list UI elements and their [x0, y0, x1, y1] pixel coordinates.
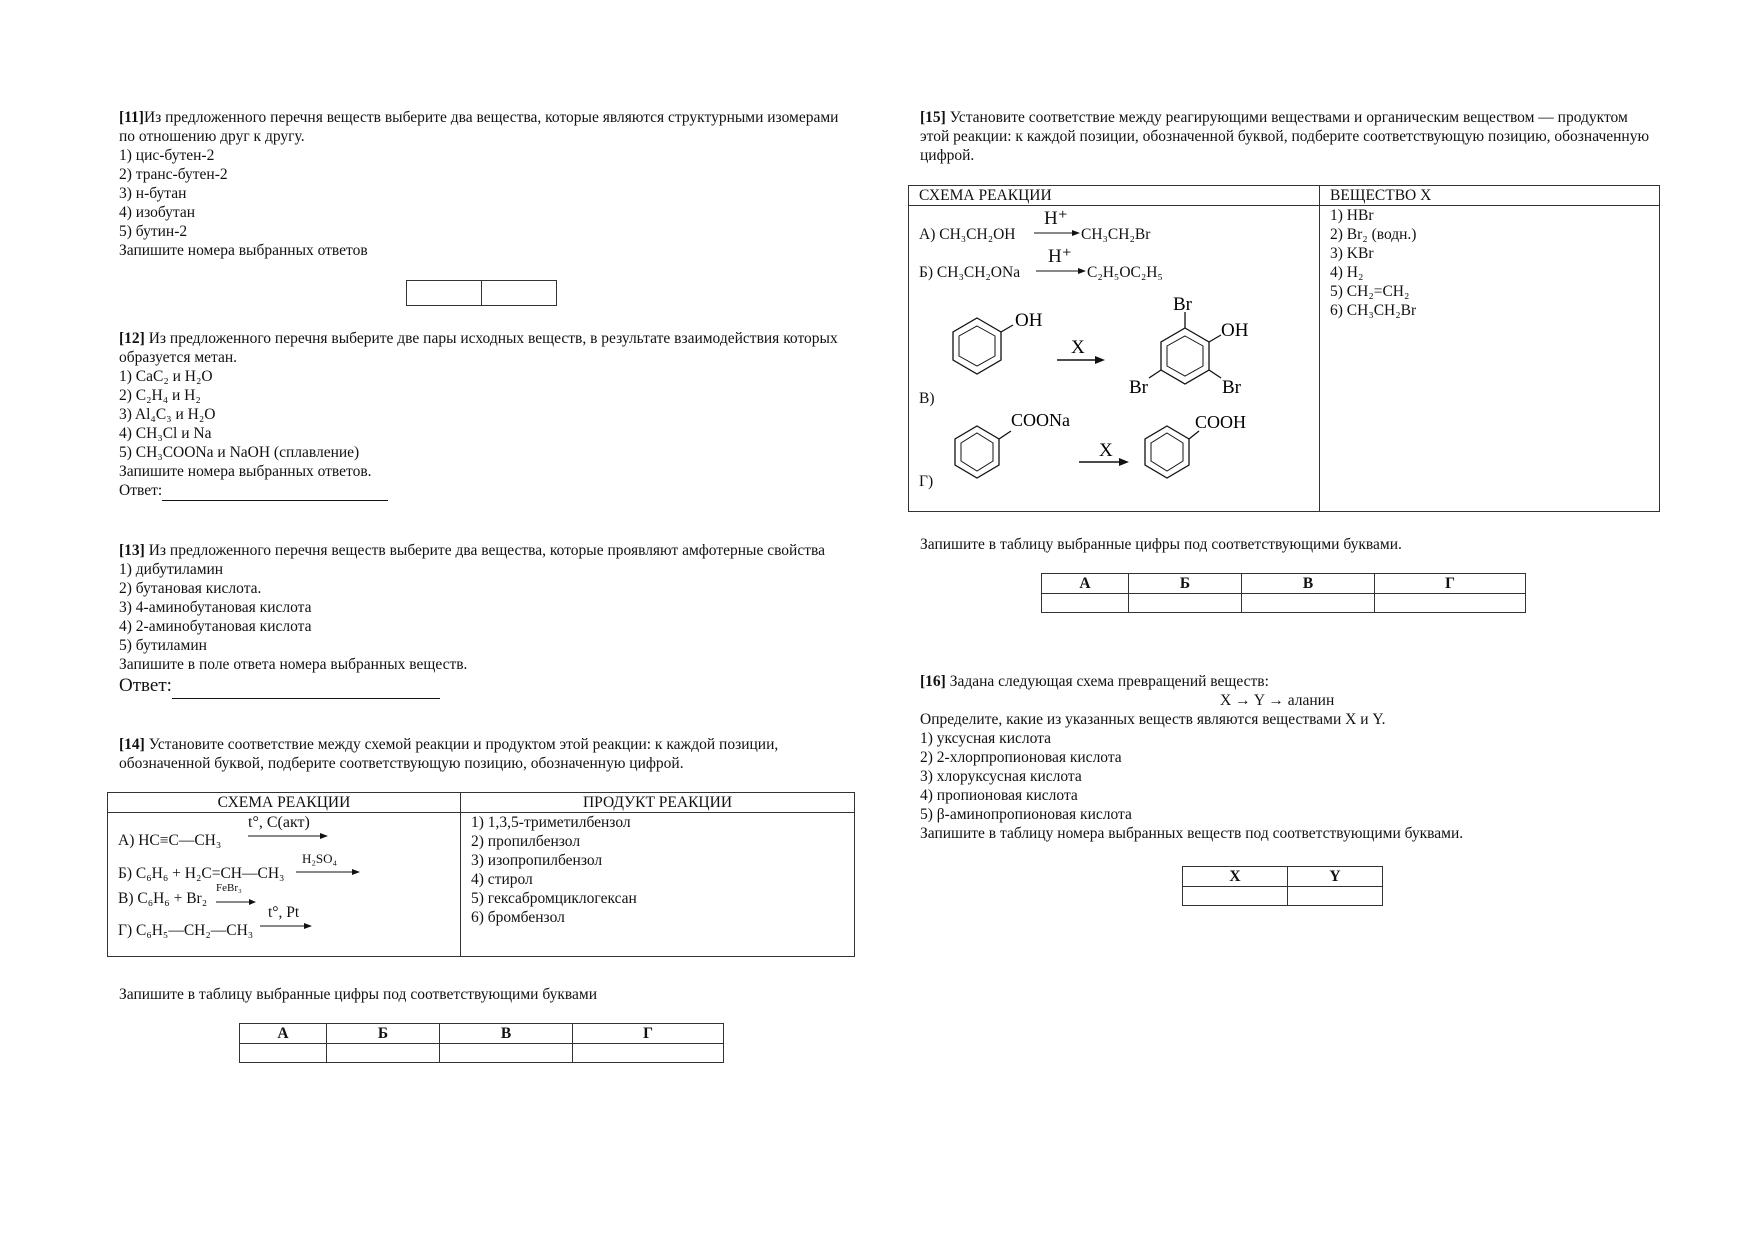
q11-text: [11]Из предложенного перечня веществ выберите два вещества, которые являются структурными изомерами по отношению друг к другу. [119, 109, 839, 145]
q11-answer-table [406, 280, 557, 306]
q14-reaction-d: Г) C₆H₅—CH₂—CH₃ [118, 922, 254, 939]
q14-text: [14] Установите соответствие между схемой реакции и продуктом этой реакции: к каждой позиции, обозначенной буквой, подберите соответствующую позицию, обозначенную цифрой. [119, 736, 779, 772]
q15-reaction-g-label: Г) [919, 473, 934, 490]
q14-col-header-product: ПРОДУКТ РЕАКЦИИ [461, 793, 855, 813]
q15-substances-cell [1320, 206, 1660, 512]
reagent-x-label: X [1099, 440, 1113, 461]
q12-answer-field[interactable] [162, 481, 388, 501]
q15-condition-a: H⁺ [1034, 209, 1080, 237]
q15-reaction-v-label: В) [919, 390, 935, 407]
q16-option: 5) β-аминопропионовая кислота [920, 806, 1132, 823]
q15-substance: 3) KBr [1330, 245, 1374, 262]
reagent-x-label: X [1071, 337, 1085, 358]
q15-condition-b: H⁺ [1036, 247, 1086, 275]
q15-reaction-a: А) CH₃CH₂OH [919, 226, 1016, 243]
q12-prompt: Запишите номера выбранных ответов. [119, 463, 372, 480]
q15-answer-cell[interactable] [1242, 594, 1375, 613]
q11-answer-cell[interactable] [407, 281, 482, 306]
q14-answer-table [239, 1023, 724, 1063]
phenol-oh-label: OH [1015, 310, 1043, 331]
q13-option: 4) 2-аминобутановая кислота [119, 618, 312, 635]
q14-answer-cell[interactable] [327, 1044, 440, 1063]
q15-col-header-scheme: СХЕМА РЕАКЦИИ [909, 186, 1320, 206]
q14-product: 3) изопропилбензол [471, 852, 603, 869]
q14-reaction-b: Б) C₆H₆ + H₂C=CH—CH₃ [118, 865, 285, 882]
q13-prompt: Запишите в поле ответа номера выбранных веществ. [119, 656, 468, 673]
q16-option: 2) 2-хлорпропионовая кислота [920, 749, 1122, 766]
q12-number: [12] [119, 330, 145, 347]
q15-reaction-b: Б) CH₃CH₂ONa [919, 264, 1021, 281]
q11-option: 2) транс-бутен-2 [119, 166, 228, 183]
q12-option: 2) C₂H₄ и H₂ [119, 387, 201, 404]
q12-answer-line: Ответ: [119, 481, 857, 501]
benzoic-acid-label: COOH [1195, 412, 1247, 432]
q15-number: [15] [920, 109, 946, 126]
question-15 [920, 108, 1660, 165]
question-16 [920, 672, 1660, 843]
q12-option: 3) Al₄C₃ и H₂O [119, 406, 216, 423]
q15-answer-cell[interactable] [1375, 594, 1526, 613]
q12-text: [12] Из предложенного перечня выберите две пары исходных веществ, в результате взаимодействия которых образуется метан. [119, 330, 838, 366]
q15-product-b: C₂H₅OC₂H₅ [1087, 264, 1163, 281]
q14-product: 2) пропилбензол [471, 833, 581, 850]
q15-col-header-substance: ВЕЩЕСТВО X [1320, 186, 1660, 206]
q16-answer-cell[interactable] [1183, 887, 1288, 906]
q15-letter: В [1242, 574, 1375, 594]
q14-reaction-c: В) C₆H₆ + Br₂ [118, 890, 208, 907]
arrow-icon [260, 922, 312, 930]
q14-letter: В [440, 1024, 573, 1044]
q15-answer-cell[interactable] [1129, 594, 1242, 613]
q11-answer-cell[interactable] [482, 281, 557, 306]
tribromophenol-oh-label: OH [1221, 320, 1249, 341]
q11-option: 4) изобутан [119, 204, 196, 221]
q16-option: 1) уксусная кислота [920, 730, 1051, 747]
tribromophenol-br-right: Br [1222, 377, 1241, 398]
question-11 [119, 108, 857, 260]
q15-reactions-cell [909, 206, 1320, 512]
q15-substance: 5) CH₂=CH₂ [1330, 283, 1410, 300]
q11-option: 5) бутин-2 [119, 223, 188, 240]
q14-product: 5) гексабромциклогексан [471, 890, 637, 907]
q15-reaction-v-structures [939, 290, 1269, 410]
q14-table [107, 792, 855, 957]
arrow-icon [216, 898, 256, 906]
q14-condition-a: t°, C(акт) [248, 813, 328, 840]
arrow-icon [1036, 267, 1086, 275]
q15-answer-table [1041, 573, 1526, 613]
q13-text: [13] Из предложенного перечня веществ выберите два вещества, которые проявляют амфотерные свойства [119, 542, 826, 559]
q13-number: [13] [119, 542, 145, 559]
question-13 [119, 541, 857, 699]
q16-number: [16] [920, 673, 946, 690]
q15-letter: Б [1129, 574, 1242, 594]
q16-scheme: X → Y → аланин [1220, 692, 1335, 709]
q14-reactions-cell [108, 813, 461, 957]
q16-answer-table [1182, 866, 1383, 906]
arrow-icon [248, 832, 328, 840]
question-14 [119, 735, 857, 773]
q14-condition-c: FeBr₃ [216, 877, 256, 906]
q14-products-cell [461, 813, 855, 957]
q15-letter: Г [1375, 574, 1526, 594]
q14-letter: А [240, 1024, 327, 1044]
q15-product-a: CH₃CH₂Br [1081, 226, 1151, 243]
q16-text: [16] Задана следующая схема превращений веществ: [920, 673, 1269, 690]
q15-substance: 2) Br₂ (водн.) [1330, 226, 1417, 243]
q11-option: 3) н-бутан [119, 185, 187, 202]
q11-option: 1) цис-бутен-2 [119, 147, 215, 164]
q13-option: 2) бутановая кислота. [119, 580, 262, 597]
q14-answer-cell[interactable] [440, 1044, 573, 1063]
arrow-icon [296, 868, 360, 876]
q13-option: 3) 4-аминобутановая кислота [119, 599, 312, 616]
q15-prompt: Запишите в таблицу выбранные цифры под соответствующими буквами. [920, 536, 1402, 553]
q11-number: [11] [119, 109, 144, 126]
tribromophenol-br-top: Br [1173, 294, 1192, 315]
q16-question: Определите, какие из указанных веществ являются веществами X и Y. [920, 711, 1386, 728]
question-12 [119, 329, 857, 501]
q11-prompt: Запишите номера выбранных ответов [119, 242, 368, 259]
q12-option: 4) CH₃Cl и Na [119, 425, 212, 442]
q14-reaction-a: А) HC≡C—CH₃ [118, 832, 222, 849]
arrow-icon [1034, 229, 1080, 237]
q15-substance: 4) H₂ [1330, 264, 1364, 281]
q14-prompt: Запишите в таблицу выбранные цифры под соответствующими буквами [119, 986, 597, 1003]
q15-substance: 6) CH₃CH₂Br [1330, 302, 1417, 319]
q15-text: [15] Установите соответствие между реагирующими веществами и органическим веществом — продуктом этой реакции: к каждой позиции, обозначенной буквой, подберите соответствующую позицию, обозначенную цифрой. [920, 109, 1650, 164]
tribromophenol-br-left: Br [1129, 377, 1148, 398]
q15-table [908, 185, 1660, 512]
q14-letter: Б [327, 1024, 440, 1044]
q14-number: [14] [119, 736, 145, 753]
q14-product: 1) 1,3,5-триметилбензол [471, 814, 631, 831]
q16-prompt: Запишите в таблицу номера выбранных веществ под соответствующими буквами. [920, 825, 1464, 842]
q14-col-header-scheme: СХЕМА РЕАКЦИИ [108, 793, 461, 813]
q14-condition-d: t°, Pt [260, 903, 312, 930]
q14-product: 4) стирол [471, 871, 533, 888]
q13-answer-field[interactable] [172, 674, 440, 699]
q16-letter: Y [1288, 867, 1383, 887]
q12-option: 5) CH₃COONa и NaOH (сплавление) [119, 444, 360, 461]
q14-answer-cell[interactable] [573, 1044, 724, 1063]
q16-letter: X [1183, 867, 1288, 887]
q13-answer-line: Ответ: [119, 674, 857, 699]
q13-option: 1) дибутиламин [119, 561, 224, 578]
q14-letter: Г [573, 1024, 724, 1044]
q15-answer-cell[interactable] [1042, 594, 1129, 613]
q16-option: 3) хлоруксусная кислота [920, 768, 1082, 785]
q12-option: 1) CaC₂ и H₂O [119, 368, 213, 385]
q16-answer-cell[interactable] [1288, 887, 1383, 906]
q15-letter: А [1042, 574, 1129, 594]
q14-condition-b: H₂SO₄ [296, 849, 360, 876]
q16-option: 4) пропионовая кислота [920, 787, 1078, 804]
q14-product: 6) бромбензол [471, 909, 565, 926]
q15-reaction-g-structures [939, 404, 1269, 484]
q13-option: 5) бутиламин [119, 637, 207, 654]
q15-substance: 1) HBr [1330, 207, 1374, 224]
q14-answer-cell[interactable] [240, 1044, 327, 1063]
sodium-benzoate-label: COONa [1011, 410, 1070, 430]
